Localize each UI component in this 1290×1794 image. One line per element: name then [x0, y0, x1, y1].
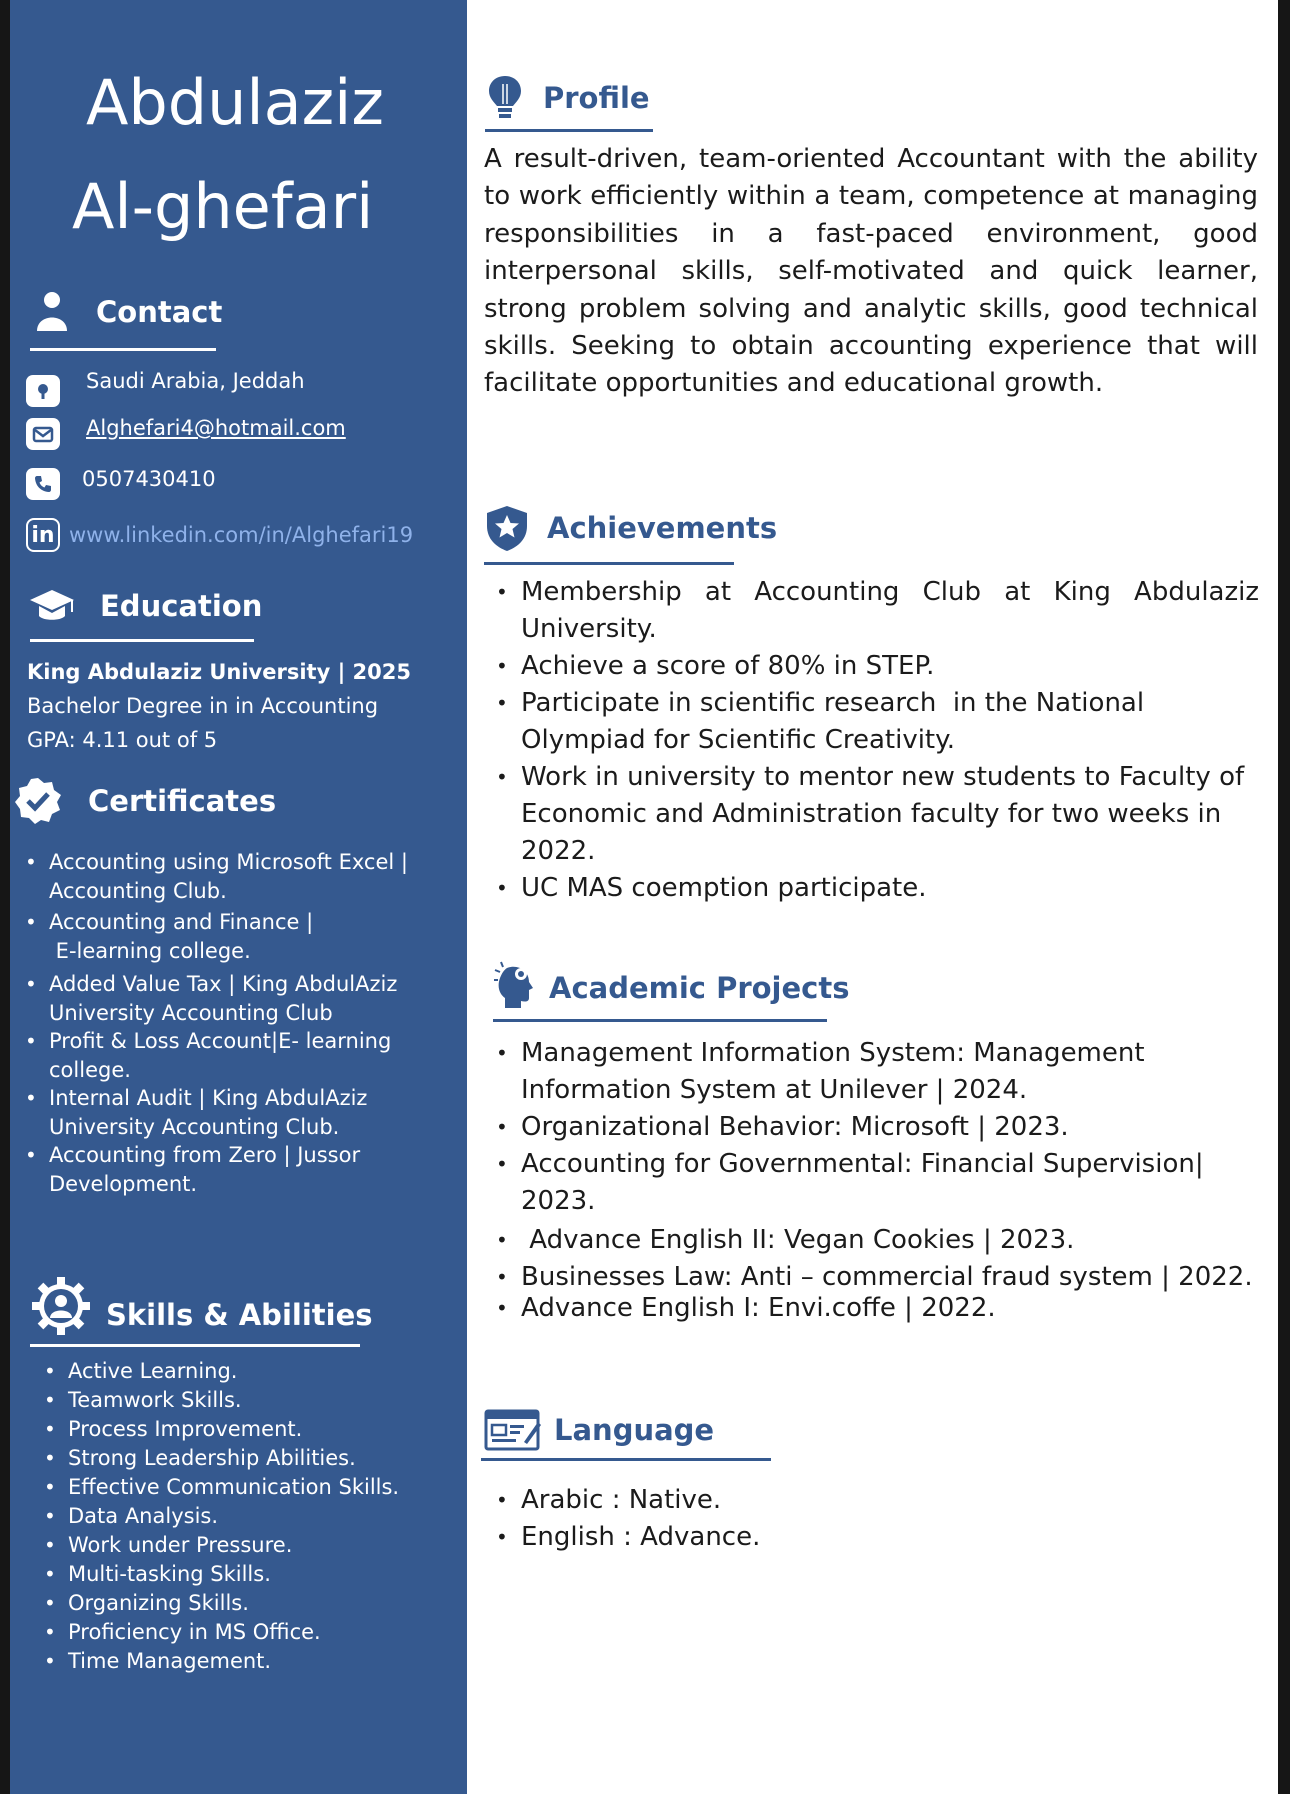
- education-school: King Abdulaziz University | 2025: [27, 660, 412, 684]
- list-item: • Accounting for Governmental: Financial Supervision| 2023.: [521, 1146, 1253, 1220]
- language-heading: [484, 1408, 714, 1452]
- name-last: Al-ghefari: [72, 170, 374, 243]
- achievements-divider: [484, 562, 734, 565]
- language-list: [521, 1482, 760, 1556]
- profile-text: A result-driven, team-oriented Accountant with the ability to work efficiently within a team, competence at managing responsibilities in a fast-paced environment, good interpersonal skills, self-motivated and quick learner, strong problem solving and analytic skills, good technical skills. Seeking to obtain accounting experience that will facilitate opportunities and educational growth.: [484, 144, 1258, 399]
- graduation-cap-icon: [28, 586, 76, 626]
- list-item: • UC MAS coemption participate.: [521, 870, 1259, 907]
- phone-text: 0507430410: [82, 467, 216, 491]
- language-title: Language: [554, 1413, 715, 1447]
- list-item: • Organizational Behavior: Microsoft | 2023.: [521, 1109, 1253, 1146]
- education-divider: [30, 639, 254, 642]
- person-icon: [30, 290, 74, 334]
- contact-divider: [30, 348, 216, 351]
- skills-list: [68, 1357, 399, 1676]
- list-item: • Process Improvement.: [68, 1415, 399, 1444]
- projects-heading: [493, 960, 849, 1010]
- skills-heading: [30, 1275, 373, 1337]
- certificates-list: [49, 848, 408, 1199]
- list-item: • Achieve a score of 80% in STEP.: [521, 648, 1259, 685]
- language-divider: [481, 1458, 771, 1461]
- phone-icon: [26, 468, 60, 500]
- list-item: • Accounting from Zero | Jussor Development.: [49, 1141, 408, 1199]
- projects-list: [521, 1035, 1253, 1327]
- page-edge-right: [1278, 0, 1290, 1794]
- list-item: • Internal Audit | King AbdulAziz University Accounting Club.: [49, 1084, 408, 1141]
- list-item: • Membership at Accounting Club at King Abdulaziz University.: [521, 574, 1259, 648]
- list-item: • Effective Communication Skills.: [68, 1473, 399, 1502]
- main-content: [467, 0, 1278, 1794]
- contact-email-row: [26, 418, 346, 450]
- location-text: Saudi Arabia, Jeddah: [86, 369, 305, 393]
- achievements-title: Achievements: [547, 511, 778, 545]
- contact-location-row: [26, 365, 305, 407]
- list-item: • Strong Leadership Abilities.: [68, 1444, 399, 1473]
- achievements-list: [521, 574, 1259, 907]
- list-item: • Accounting and Finance | E-learning college.: [49, 908, 408, 970]
- list-item: • Work in university to mentor new students to Faculty of Economic and Administration faculty for two weeks in 2022.: [521, 759, 1259, 870]
- achievements-heading: [485, 504, 777, 552]
- linkedin-link[interactable]: www.linkedin.com/in/Alghefari19: [69, 523, 414, 547]
- gear-person-icon: [30, 1275, 92, 1337]
- email-icon: [26, 418, 60, 450]
- linkedin-icon: in: [26, 518, 60, 552]
- list-item: • Data Analysis.: [68, 1502, 399, 1531]
- page-edge-left: [0, 0, 10, 1794]
- education-heading: [28, 586, 262, 626]
- education-title: Education: [100, 589, 263, 623]
- certificates-title: Certificates: [88, 784, 277, 818]
- education-degree: Bachelor Degree in in Accounting: [27, 694, 379, 718]
- skills-divider: [30, 1344, 360, 1347]
- certificate-badge-icon: [13, 776, 63, 826]
- language-window-icon: [484, 1408, 542, 1452]
- projects-divider: [493, 1019, 827, 1022]
- contact-linkedin-row: [26, 518, 413, 552]
- list-item: • Organizing Skills.: [68, 1589, 399, 1618]
- projects-title: Academic Projects: [549, 971, 850, 1005]
- sidebar: [10, 0, 467, 1794]
- profile-heading: [487, 74, 650, 122]
- list-item: • Arabic : Native.: [521, 1482, 760, 1519]
- list-item: • Active Learning.: [68, 1357, 399, 1386]
- list-item: • Management Information System: Management Information System at Unilever | 2024.: [521, 1035, 1253, 1109]
- profile-title: Profile: [543, 81, 650, 115]
- education-gpa: GPA: 4.11 out of 5: [27, 728, 218, 752]
- head-gear-icon: [493, 960, 539, 1010]
- contact-phone-row: [26, 468, 216, 500]
- profile-divider: [485, 129, 653, 132]
- list-item: • Teamwork Skills.: [68, 1386, 399, 1415]
- shield-star-icon: [485, 504, 529, 552]
- contact-heading: [30, 290, 222, 334]
- list-item: • Profit & Loss Account|E- learning college.: [49, 1027, 408, 1084]
- list-item: • Work under Pressure.: [68, 1531, 399, 1560]
- name-first: Abdulaziz: [86, 66, 384, 139]
- list-item: • Businesses Law: Anti – commercial fraud system | 2022.: [521, 1259, 1253, 1296]
- list-item: • Proficiency in MS Office.: [68, 1618, 399, 1647]
- list-item: • Accounting using Microsoft Excel | Accounting Club.: [49, 848, 408, 908]
- list-item: • Advance English I: Envi.coffe | 2022.: [521, 1290, 1253, 1327]
- list-item: • English : Advance.: [521, 1519, 760, 1556]
- location-icon: [26, 375, 60, 407]
- list-item: • Time Management.: [68, 1647, 399, 1676]
- skills-title: Skills & Abilities: [106, 1298, 373, 1332]
- list-item: • Participate in scientific research in the National Olympiad for Scientific Creativity.: [521, 685, 1259, 759]
- email-link[interactable]: Alghefari4@hotmail.com: [86, 416, 346, 440]
- list-item: • Multi-tasking Skills.: [68, 1560, 399, 1589]
- list-item: • Advance English II: Vegan Cookies | 2023.: [521, 1222, 1253, 1259]
- list-item: • Added Value Tax | King AbdulAziz University Accounting Club: [49, 970, 408, 1027]
- lightbulb-icon: [487, 74, 523, 122]
- certificates-heading: [13, 776, 276, 826]
- contact-title: Contact: [96, 295, 223, 329]
